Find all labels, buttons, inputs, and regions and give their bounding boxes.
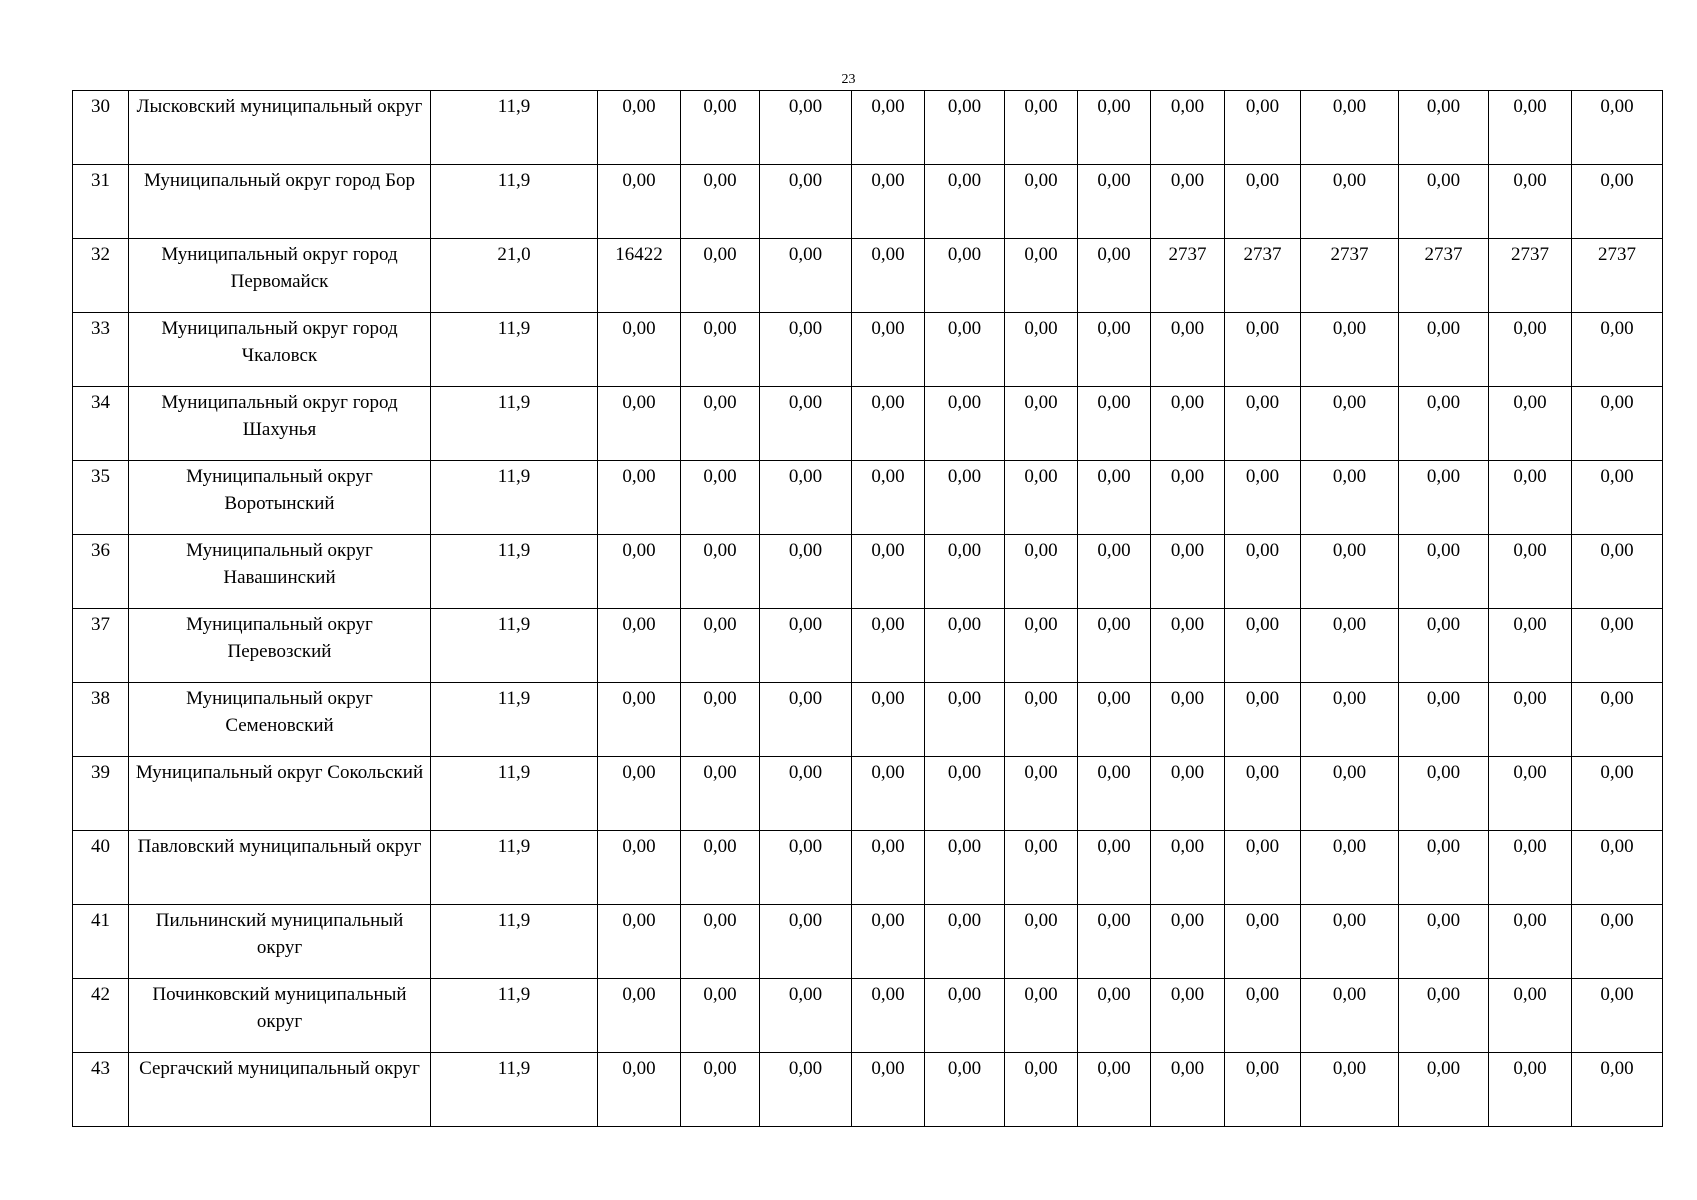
value-cell: 0,00 — [598, 831, 681, 905]
value-cell: 0,00 — [681, 91, 760, 165]
row-number-cell: 40 — [73, 831, 129, 905]
value-cell: 0,00 — [1301, 757, 1399, 831]
value-cell: 11,9 — [431, 313, 598, 387]
value-cell: 0,00 — [925, 609, 1005, 683]
value-cell: 0,00 — [1572, 387, 1663, 461]
value-cell: 0,00 — [1005, 387, 1078, 461]
value-cell: 0,00 — [925, 535, 1005, 609]
value-cell: 0,00 — [1151, 683, 1225, 757]
value-cell: 0,00 — [852, 313, 925, 387]
value-cell: 0,00 — [1489, 461, 1572, 535]
value-cell: 2737 — [1572, 239, 1663, 313]
value-cell: 0,00 — [1078, 831, 1151, 905]
value-cell: 11,9 — [431, 1053, 598, 1127]
value-cell: 0,00 — [1005, 461, 1078, 535]
municipality-name-cell: Муниципальный округ город Чкаловск — [129, 313, 431, 387]
value-cell: 0,00 — [1301, 609, 1399, 683]
value-cell: 0,00 — [1225, 91, 1301, 165]
value-cell: 0,00 — [852, 757, 925, 831]
value-cell: 0,00 — [852, 91, 925, 165]
value-cell: 0,00 — [925, 387, 1005, 461]
table-row — [73, 1053, 1663, 1127]
value-cell: 0,00 — [852, 461, 925, 535]
value-cell: 0,00 — [1005, 313, 1078, 387]
table-row — [73, 609, 1663, 683]
value-cell: 0,00 — [852, 979, 925, 1053]
value-cell: 0,00 — [1078, 609, 1151, 683]
table-row — [73, 165, 1663, 239]
value-cell: 0,00 — [852, 609, 925, 683]
value-cell: 0,00 — [1572, 165, 1663, 239]
value-cell: 0,00 — [1572, 1053, 1663, 1127]
value-cell: 0,00 — [681, 461, 760, 535]
row-number-cell: 36 — [73, 535, 129, 609]
value-cell: 0,00 — [1489, 609, 1572, 683]
table-row — [73, 757, 1663, 831]
value-cell: 0,00 — [1301, 683, 1399, 757]
municipality-name-cell: Муниципальный округ Сокольский — [129, 757, 431, 831]
value-cell: 0,00 — [1078, 461, 1151, 535]
value-cell: 0,00 — [598, 683, 681, 757]
value-cell: 0,00 — [852, 1053, 925, 1127]
value-cell: 11,9 — [431, 905, 598, 979]
value-cell: 0,00 — [1151, 1053, 1225, 1127]
value-cell: 0,00 — [1301, 91, 1399, 165]
value-cell: 0,00 — [1399, 979, 1489, 1053]
value-cell: 0,00 — [925, 313, 1005, 387]
value-cell: 0,00 — [1005, 609, 1078, 683]
value-cell: 0,00 — [1005, 831, 1078, 905]
value-cell: 16422 — [598, 239, 681, 313]
value-cell: 0,00 — [681, 905, 760, 979]
value-cell: 0,00 — [681, 313, 760, 387]
municipality-name-cell: Муниципальный округ Семеновский — [129, 683, 431, 757]
value-cell: 0,00 — [1399, 387, 1489, 461]
municipality-name-cell: Починковский муниципальный округ — [129, 979, 431, 1053]
value-cell: 0,00 — [1225, 831, 1301, 905]
table-body — [73, 91, 1663, 1127]
value-cell: 0,00 — [925, 165, 1005, 239]
value-cell: 0,00 — [1301, 165, 1399, 239]
value-cell: 0,00 — [760, 535, 852, 609]
value-cell: 0,00 — [1225, 683, 1301, 757]
value-cell: 0,00 — [1301, 1053, 1399, 1127]
value-cell: 0,00 — [1225, 609, 1301, 683]
value-cell: 0,00 — [925, 461, 1005, 535]
municipality-name-cell: Муниципальный округ город Шахунья — [129, 387, 431, 461]
value-cell: 0,00 — [1078, 905, 1151, 979]
value-cell: 0,00 — [1078, 683, 1151, 757]
value-cell: 0,00 — [1005, 979, 1078, 1053]
value-cell: 0,00 — [760, 313, 852, 387]
value-cell: 0,00 — [598, 91, 681, 165]
value-cell: 0,00 — [1005, 239, 1078, 313]
value-cell: 0,00 — [1005, 91, 1078, 165]
value-cell: 0,00 — [925, 831, 1005, 905]
value-cell: 0,00 — [1225, 979, 1301, 1053]
value-cell: 0,00 — [852, 905, 925, 979]
value-cell: 0,00 — [1572, 683, 1663, 757]
value-cell: 0,00 — [852, 387, 925, 461]
municipality-name-cell: Муниципальный округ город Первомайск — [129, 239, 431, 313]
value-cell: 0,00 — [1005, 165, 1078, 239]
value-cell: 0,00 — [1225, 905, 1301, 979]
row-number-cell: 39 — [73, 757, 129, 831]
row-number-cell: 38 — [73, 683, 129, 757]
row-number-cell: 42 — [73, 979, 129, 1053]
value-cell: 0,00 — [852, 831, 925, 905]
value-cell: 0,00 — [925, 239, 1005, 313]
value-cell: 0,00 — [598, 1053, 681, 1127]
value-cell: 0,00 — [1151, 387, 1225, 461]
value-cell: 0,00 — [1151, 831, 1225, 905]
value-cell: 0,00 — [1078, 239, 1151, 313]
value-cell: 0,00 — [1399, 1053, 1489, 1127]
value-cell: 0,00 — [1399, 609, 1489, 683]
value-cell: 11,9 — [431, 461, 598, 535]
table-row — [73, 683, 1663, 757]
value-cell: 0,00 — [1399, 757, 1489, 831]
value-cell: 0,00 — [1151, 609, 1225, 683]
value-cell: 0,00 — [1078, 91, 1151, 165]
value-cell: 2737 — [1489, 239, 1572, 313]
value-cell: 0,00 — [1005, 683, 1078, 757]
value-cell: 0,00 — [1572, 91, 1663, 165]
value-cell: 0,00 — [598, 905, 681, 979]
value-cell: 0,00 — [598, 313, 681, 387]
value-cell: 0,00 — [598, 387, 681, 461]
value-cell: 0,00 — [1301, 535, 1399, 609]
value-cell: 0,00 — [1078, 165, 1151, 239]
value-cell: 0,00 — [1301, 387, 1399, 461]
value-cell: 11,9 — [431, 535, 598, 609]
value-cell: 11,9 — [431, 831, 598, 905]
value-cell: 0,00 — [1572, 831, 1663, 905]
row-number-cell: 34 — [73, 387, 129, 461]
value-cell: 0,00 — [1301, 979, 1399, 1053]
value-cell: 0,00 — [1078, 757, 1151, 831]
row-number-cell: 32 — [73, 239, 129, 313]
municipality-name-cell: Муниципальный округ Воротынский — [129, 461, 431, 535]
value-cell: 0,00 — [1151, 165, 1225, 239]
row-number-cell: 43 — [73, 1053, 129, 1127]
value-cell: 0,00 — [681, 757, 760, 831]
value-cell: 0,00 — [1078, 387, 1151, 461]
table-row — [73, 461, 1663, 535]
value-cell: 0,00 — [1572, 609, 1663, 683]
value-cell: 0,00 — [760, 239, 852, 313]
value-cell: 0,00 — [1005, 1053, 1078, 1127]
value-cell: 0,00 — [1399, 461, 1489, 535]
value-cell: 0,00 — [1572, 757, 1663, 831]
value-cell: 0,00 — [598, 165, 681, 239]
value-cell: 0,00 — [852, 165, 925, 239]
value-cell: 0,00 — [1301, 905, 1399, 979]
value-cell: 0,00 — [1301, 313, 1399, 387]
value-cell: 0,00 — [760, 683, 852, 757]
value-cell: 11,9 — [431, 979, 598, 1053]
value-cell: 0,00 — [760, 979, 852, 1053]
value-cell: 0,00 — [1399, 91, 1489, 165]
municipality-name-cell: Муниципальный округ Перевозский — [129, 609, 431, 683]
municipality-name-cell: Муниципальный округ Навашинский — [129, 535, 431, 609]
value-cell: 0,00 — [681, 239, 760, 313]
value-cell: 0,00 — [1078, 535, 1151, 609]
table-row — [73, 91, 1663, 165]
table-row — [73, 313, 1663, 387]
value-cell: 0,00 — [1005, 905, 1078, 979]
value-cell: 0,00 — [760, 757, 852, 831]
value-cell: 0,00 — [852, 239, 925, 313]
value-cell: 0,00 — [681, 165, 760, 239]
value-cell: 11,9 — [431, 387, 598, 461]
value-cell: 0,00 — [1399, 313, 1489, 387]
value-cell: 0,00 — [1151, 535, 1225, 609]
value-cell: 21,0 — [431, 239, 598, 313]
value-cell: 0,00 — [681, 609, 760, 683]
value-cell: 0,00 — [1225, 535, 1301, 609]
value-cell: 11,9 — [431, 91, 598, 165]
value-cell: 0,00 — [1078, 313, 1151, 387]
value-cell: 0,00 — [1151, 313, 1225, 387]
data-table — [72, 90, 1663, 1127]
value-cell: 0,00 — [681, 683, 760, 757]
value-cell: 0,00 — [1399, 683, 1489, 757]
value-cell: 0,00 — [760, 387, 852, 461]
value-cell: 0,00 — [852, 535, 925, 609]
value-cell: 0,00 — [681, 831, 760, 905]
table-row — [73, 387, 1663, 461]
value-cell: 0,00 — [1399, 831, 1489, 905]
value-cell: 0,00 — [1489, 979, 1572, 1053]
value-cell: 0,00 — [1151, 461, 1225, 535]
page-number: 23 — [841, 72, 856, 87]
value-cell: 0,00 — [1005, 757, 1078, 831]
municipality-name-cell: Сергачский муниципальный округ — [129, 1053, 431, 1127]
value-cell: 0,00 — [760, 1053, 852, 1127]
value-cell: 0,00 — [1489, 757, 1572, 831]
value-cell: 0,00 — [681, 979, 760, 1053]
value-cell: 0,00 — [1572, 535, 1663, 609]
value-cell: 0,00 — [925, 1053, 1005, 1127]
row-number-cell: 31 — [73, 165, 129, 239]
value-cell: 11,9 — [431, 683, 598, 757]
value-cell: 0,00 — [1301, 461, 1399, 535]
value-cell: 0,00 — [1151, 757, 1225, 831]
value-cell: 0,00 — [681, 387, 760, 461]
value-cell: 0,00 — [1572, 461, 1663, 535]
value-cell: 0,00 — [598, 461, 681, 535]
value-cell: 0,00 — [598, 757, 681, 831]
value-cell: 0,00 — [760, 165, 852, 239]
value-cell: 0,00 — [1151, 91, 1225, 165]
municipality-name-cell: Павловский муниципальный округ — [129, 831, 431, 905]
value-cell: 0,00 — [598, 979, 681, 1053]
table-row — [73, 239, 1663, 313]
value-cell: 0,00 — [1225, 313, 1301, 387]
value-cell: 0,00 — [598, 609, 681, 683]
value-cell: 0,00 — [1225, 1053, 1301, 1127]
value-cell: 0,00 — [760, 831, 852, 905]
value-cell: 0,00 — [1489, 313, 1572, 387]
value-cell: 11,9 — [431, 757, 598, 831]
value-cell: 0,00 — [1489, 1053, 1572, 1127]
municipality-name-cell: Муниципальный округ город Бор — [129, 165, 431, 239]
value-cell: 0,00 — [1225, 757, 1301, 831]
value-cell: 2737 — [1301, 239, 1399, 313]
value-cell: 0,00 — [1078, 979, 1151, 1053]
row-number-cell: 30 — [73, 91, 129, 165]
value-cell: 0,00 — [760, 905, 852, 979]
value-cell: 0,00 — [925, 683, 1005, 757]
value-cell: 11,9 — [431, 165, 598, 239]
value-cell: 0,00 — [1489, 535, 1572, 609]
value-cell: 0,00 — [1399, 905, 1489, 979]
value-cell: 0,00 — [1572, 979, 1663, 1053]
value-cell: 2737 — [1151, 239, 1225, 313]
value-cell: 0,00 — [1399, 535, 1489, 609]
value-cell: 0,00 — [1572, 905, 1663, 979]
value-cell: 0,00 — [1489, 905, 1572, 979]
value-cell: 0,00 — [1489, 165, 1572, 239]
value-cell: 0,00 — [598, 535, 681, 609]
value-cell: 0,00 — [1225, 387, 1301, 461]
value-cell: 0,00 — [1301, 831, 1399, 905]
municipality-name-cell: Пильнинский муниципальный округ — [129, 905, 431, 979]
row-number-cell: 33 — [73, 313, 129, 387]
value-cell: 0,00 — [1489, 91, 1572, 165]
value-cell: 0,00 — [1151, 979, 1225, 1053]
value-cell: 0,00 — [852, 683, 925, 757]
value-cell: 0,00 — [681, 535, 760, 609]
value-cell: 0,00 — [760, 91, 852, 165]
value-cell: 0,00 — [1225, 165, 1301, 239]
municipality-name-cell: Лысковский муниципальный округ — [129, 91, 431, 165]
value-cell: 0,00 — [1489, 683, 1572, 757]
table-row — [73, 831, 1663, 905]
value-cell: 0,00 — [681, 1053, 760, 1127]
value-cell: 0,00 — [925, 757, 1005, 831]
value-cell: 0,00 — [1078, 1053, 1151, 1127]
value-cell: 2737 — [1399, 239, 1489, 313]
value-cell: 0,00 — [1489, 831, 1572, 905]
table-row — [73, 979, 1663, 1053]
table-row — [73, 905, 1663, 979]
value-cell: 0,00 — [925, 979, 1005, 1053]
value-cell: 0,00 — [760, 609, 852, 683]
value-cell: 0,00 — [1399, 165, 1489, 239]
value-cell: 0,00 — [1489, 387, 1572, 461]
value-cell: 0,00 — [1005, 535, 1078, 609]
value-cell: 0,00 — [1572, 313, 1663, 387]
row-number-cell: 35 — [73, 461, 129, 535]
value-cell: 0,00 — [925, 91, 1005, 165]
table-row — [73, 535, 1663, 609]
value-cell: 0,00 — [1151, 905, 1225, 979]
value-cell: 11,9 — [431, 609, 598, 683]
row-number-cell: 41 — [73, 905, 129, 979]
row-number-cell: 37 — [73, 609, 129, 683]
value-cell: 0,00 — [760, 461, 852, 535]
value-cell: 0,00 — [1225, 461, 1301, 535]
value-cell: 0,00 — [925, 905, 1005, 979]
value-cell: 2737 — [1225, 239, 1301, 313]
